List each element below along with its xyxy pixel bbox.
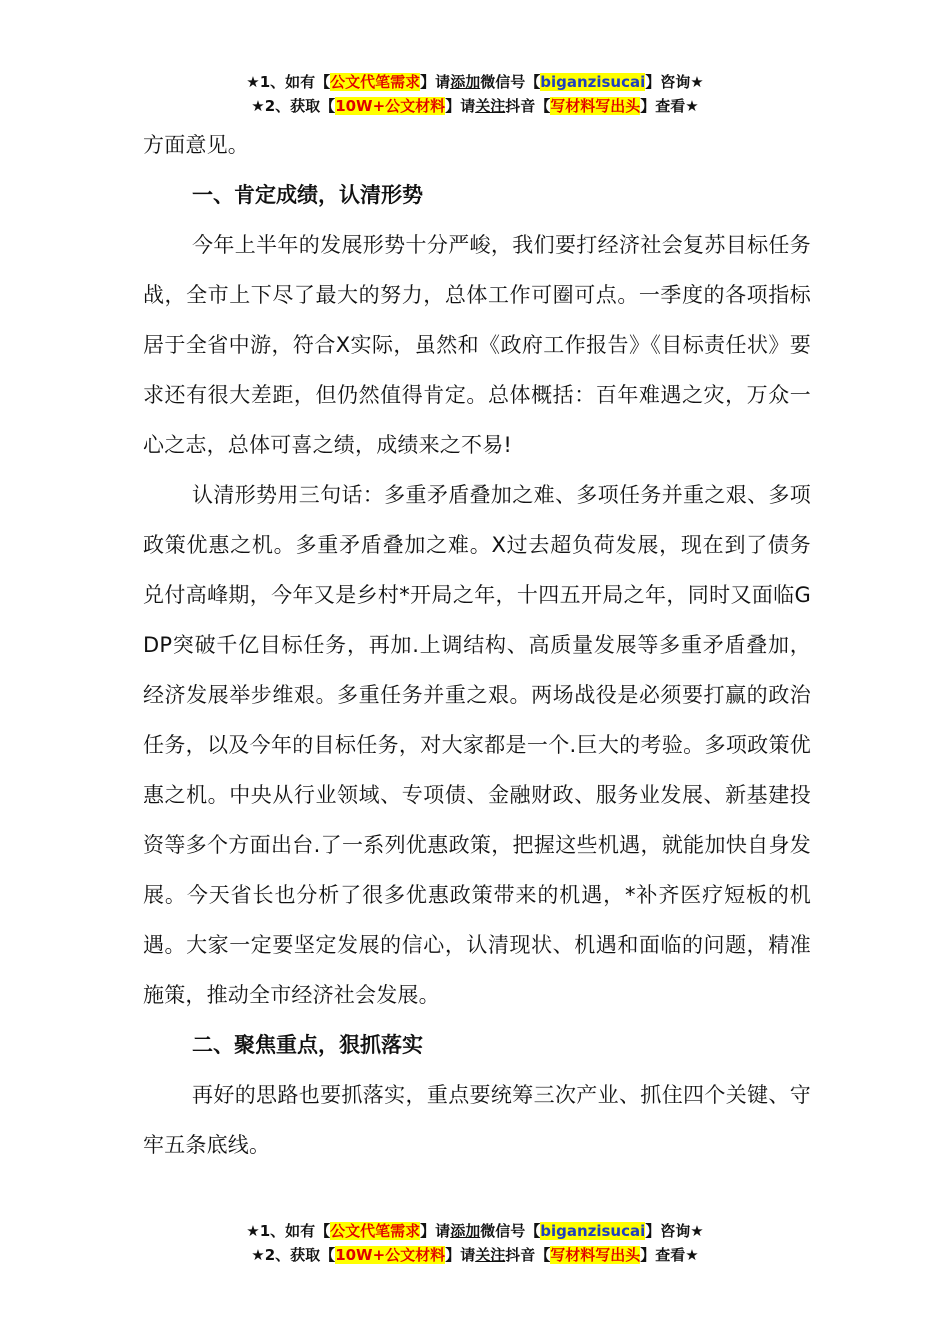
banner-text: 】请 [445,1246,476,1264]
banner-highlight: 10W+公文材料 [335,1246,446,1264]
banner-underlined: 关注 [475,1246,506,1264]
footer-banner [0,1219,950,1267]
banner-text: ★1、如有【 [246,73,331,91]
banner-text: 】请 [420,1222,451,1240]
banner-text: 】咨询★ [645,73,704,91]
header-banner [0,70,950,118]
banner-text: ★2、获取【 [251,97,336,115]
banner-wechat-id: biganzisucai [540,73,646,91]
banner-text: 】咨询★ [645,1222,704,1240]
banner-line-2 [0,94,950,118]
banner-highlight: 写材料写出头 [550,97,641,115]
paragraph: 今年上半年的发展形势十分严峻，我们要打经济社会复苏目标任务战，全市上下尽了最大的努力，总体工作可圈可点。一季度的各项指标居于全省中游，符合X实际，虽然和《政府工作报告》《目标责任状》要求还有很大差距，但仍然值得肯定。总体概括：百年难遇之灾，万众一心之志，总体可喜之绩，成绩来之不易! [143,233,811,457]
paragraph: 再好的思路也要抓落实，重点要统筹三次产业、抓住四个关键、守牢五条底线。 [143,1083,811,1157]
banner-text: 】请 [420,73,451,91]
section-heading-1: 一、肯定成绩，认清形势 [192,183,423,207]
banner-line-2 [0,1243,950,1267]
banner-text: 】查看★ [640,97,699,115]
banner-line-1 [0,1219,950,1243]
banner-text: 抖音【 [505,97,551,115]
banner-wechat-id: biganzisucai [540,1222,646,1240]
banner-text: 微信号【 [480,73,541,91]
banner-text: 】请 [445,97,476,115]
banner-underlined: 添加 [450,73,481,91]
banner-text: 抖音【 [505,1246,551,1264]
banner-highlight: 公文代笔需求 [330,73,421,91]
banner-text: ★2、获取【 [251,1246,336,1264]
paragraph-continuation: 方面意见。 [143,133,249,157]
section-heading-2: 二、聚焦重点，狠抓落实 [192,1033,423,1057]
banner-text: 】查看★ [640,1246,699,1264]
paragraph: 认清形势用三句话：多重矛盾叠加之难、多项任务并重之艰、多项政策优惠之机。多重矛盾叠加之难。X过去超负荷发展，现在到了债务兑付高峰期，今年又是乡村*开局之年，十四五开局之年，同时又面临GDP突破千亿目标任务，再加.上调结构、高质量发展等多重矛盾叠加，经济发展举步维艰。多重任务并重之艰。两场战役是必须要打赢的政治任务，以及今年的目标任务，对大家都是一个.巨大的考验。多项政策优惠之机。中央从行业领域、专项债、金融财政、服务业发展、新基建投资等多个方面出台.了一系列优惠政策，把握这些机遇，就能加快自身发展。今天省长也分析了很多优惠政策带来的机遇，*补齐医疗短板的机遇。大家一定要坚定发展的信心，认清现状、机遇和面临的问题，精准施策，推动全市经济社会发展。 [143,483,811,1007]
banner-highlight: 公文代笔需求 [330,1222,421,1240]
banner-underlined: 关注 [475,97,506,115]
banner-highlight: 写材料写出头 [550,1246,641,1264]
banner-text: 微信号【 [480,1222,541,1240]
banner-underlined: 添加 [450,1222,481,1240]
banner-text: ★1、如有【 [246,1222,331,1240]
banner-highlight: 10W+公文材料 [335,97,446,115]
document-body [143,120,811,1170]
banner-line-1 [0,70,950,94]
